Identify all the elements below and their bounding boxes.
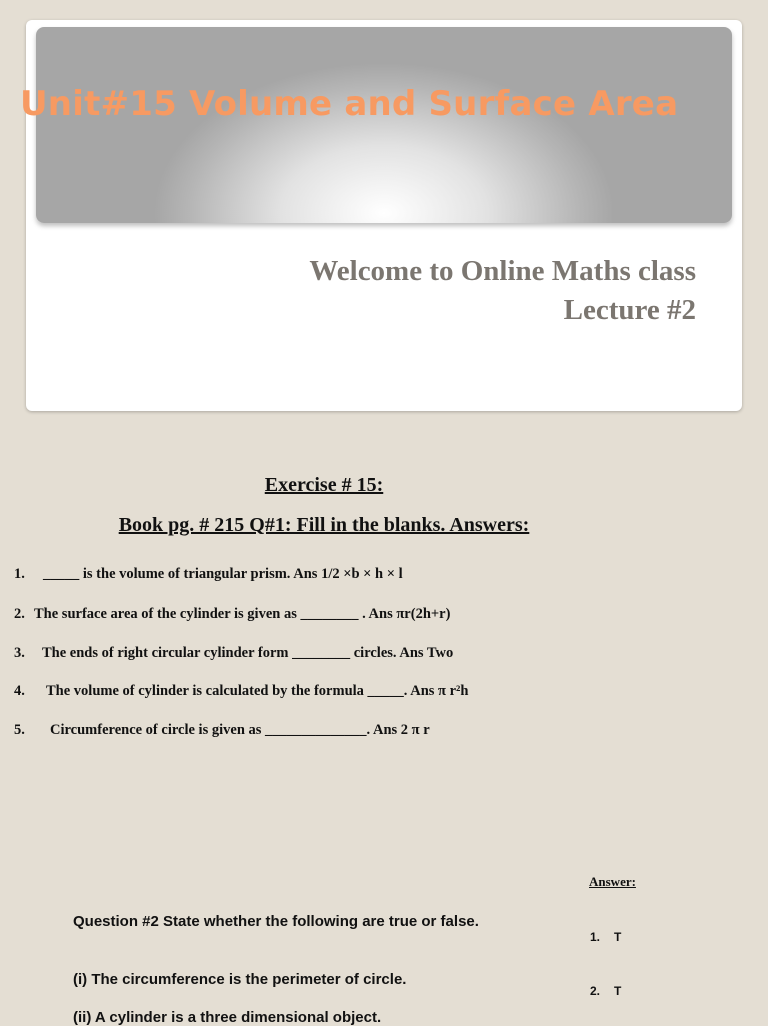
- item-number: 4.: [14, 683, 25, 699]
- exercise-subheading: Book pg. # 215 Q#1: Fill in the blanks. Answers:: [118, 514, 530, 536]
- answer-item: [590, 930, 621, 944]
- item-number: 3.: [14, 645, 25, 661]
- item-number: 2.: [14, 606, 25, 622]
- subtitle-line-1: Welcome to Online Maths class: [309, 255, 696, 287]
- item-number: 1.: [14, 566, 25, 582]
- question-2-prompt: Question #2 State whether the following are true or false.: [73, 913, 479, 930]
- item-text: Circumference of circle is given as ______________. Ans 2 π r: [50, 722, 430, 738]
- subtitle-line-2: Lecture #2: [563, 294, 696, 326]
- list-item: [14, 606, 450, 623]
- list-item: [14, 683, 468, 700]
- answer-value: T: [614, 984, 622, 998]
- answer-number: 2.: [590, 984, 601, 998]
- exercise-heading: Exercise # 15:: [264, 474, 384, 496]
- list-item: [14, 722, 430, 739]
- slide-title: Unit#15 Volume and Surface Area: [20, 84, 679, 124]
- statement-2: (ii) A cylinder is a three dimensional object.: [73, 1009, 382, 1026]
- item-text: The volume of cylinder is calculated by the formula _____. Ans π r²h: [46, 683, 469, 699]
- answer-number: 1.: [590, 930, 601, 944]
- title-banner: [36, 27, 732, 223]
- slide-subtitle: [309, 252, 696, 330]
- answer-label: Answer:: [589, 874, 636, 889]
- statement-1: (i) The circumference is the perimeter of circle.: [73, 971, 407, 988]
- answer-item: [590, 984, 621, 998]
- list-item: [14, 645, 453, 662]
- answer-value: T: [614, 930, 622, 944]
- list-item: [14, 566, 403, 583]
- item-number: 5.: [14, 722, 25, 738]
- item-text: _____ is the volume of triangular prism. Ans 1/2 ×b × h × l: [43, 566, 403, 582]
- item-text: The surface area of the cylinder is given as ________ . Ans πr(2h+r): [34, 606, 451, 622]
- item-text: The ends of right circular cylinder form ________ circles. Ans Two: [42, 645, 454, 661]
